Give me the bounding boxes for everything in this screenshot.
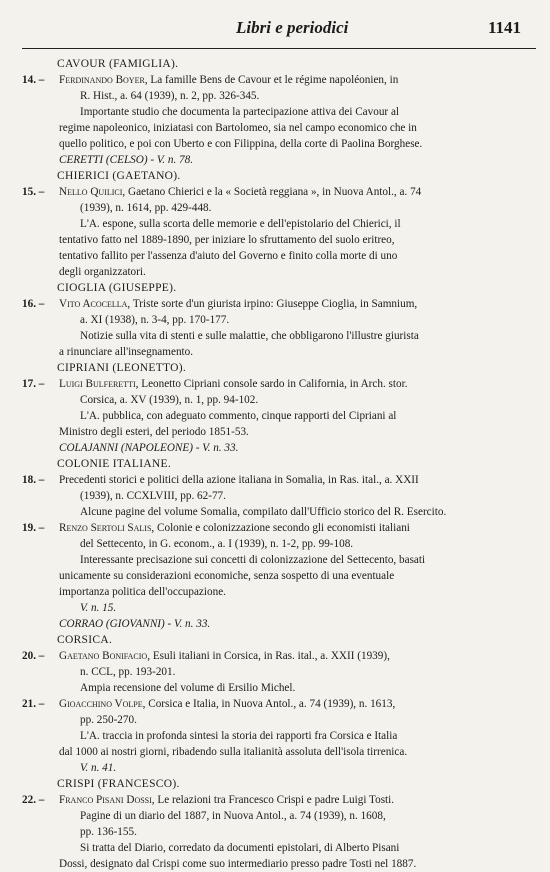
annotation-line: L'A. pubblica, con adeguato commento, cinque rapporti del Cipriani al	[80, 410, 397, 422]
citation-line	[22, 376, 536, 392]
bibliography-body	[22, 56, 536, 872]
annotation-line: unicamente su considerazioni economiche, senza sospetto di una eventuale	[59, 570, 395, 582]
annotation-line: dal 1000 ai nostri giorni, ribadendo sulla italianità assoluta dell'isola tirrenica.	[59, 746, 408, 758]
entry-title: , Le relazioni tra Francesco Crispi e padre Luigi Tosti.	[151, 794, 395, 806]
citation-continuation: (1939), n. 1614, pp. 429-448.	[80, 202, 212, 214]
citation-line	[22, 184, 536, 200]
entry-number: 21. –	[22, 698, 45, 710]
citation-continuation: pp. 250-270.	[80, 714, 137, 726]
annotation-line: quello politico, e poi con Uberto e con Filippina, della corte di Paolina Borghese.	[59, 138, 423, 150]
citation-line	[22, 648, 536, 664]
entry-author: Vito Acocella	[59, 298, 128, 310]
citation-continuation: pp. 136-155.	[80, 826, 137, 838]
entry-title: , La famille Bens de Cavour et le régime napoléonien, in	[144, 74, 399, 86]
citation-line	[22, 296, 536, 312]
subject-heading: CIPRIANI (LEONETTO).	[57, 362, 187, 374]
citation-line	[22, 792, 536, 808]
entry-number: 18. –	[22, 474, 45, 486]
annotation-line: regime napoleonico, iniziatasi con Bartolomeo, sia nel campo economico che in	[59, 122, 417, 134]
entry-title: , Esuli italiani in Corsica, in Ras. ital., a. XXII (1939),	[147, 650, 390, 662]
citation-continuation: Pagine di un diario del 1887, in Nuova Antol., a. 74 (1939), n. 1608,	[80, 810, 386, 822]
citation-continuation: del Settecento, in G. econom., a. I (1939), n. 1-2, pp. 99-108.	[80, 538, 354, 550]
entry-number: 16. –	[22, 298, 45, 310]
entry-number: 22. –	[22, 794, 45, 806]
cross-reference: CORRAO (GIOVANNI) - V. n. 33.	[59, 618, 211, 630]
annotation-line: Ministro degli esteri, del periodo 1851-53.	[59, 426, 249, 438]
entry-number: 20. –	[22, 650, 45, 662]
citation-line	[22, 520, 536, 536]
page-number: 1141	[488, 18, 522, 37]
citation-continuation: Corsica, a. XV (1939), n. 1, pp. 94-102.	[80, 394, 259, 406]
entry-number: 15. –	[22, 186, 45, 198]
annotation-line: L'A. traccia in profonda sintesi la storia dei rapporti fra Corsica e Italia	[80, 730, 398, 742]
see-note: V. n. 41.	[80, 762, 117, 774]
annotation-line: Interessante precisazione sui concetti di colonizzazione del Settecento, basati	[80, 554, 426, 566]
subject-heading: CORSICA.	[57, 634, 113, 646]
entry-title: , Colonie e colonizzazione secondo gli economisti italiani	[151, 522, 410, 534]
citation-continuation: (1939), n. CCXLVIII, pp. 62-77.	[80, 490, 226, 502]
see-note: V. n. 15.	[80, 602, 117, 614]
running-header	[0, 18, 550, 44]
annotation-line: Importante studio che documenta la partecipazione attiva dei Cavour al	[80, 106, 400, 118]
entry-author: Ferdinando Boyer	[59, 74, 145, 86]
entry-title: Precedenti storici e politici della azione italiana in Somalia, in Ras. ital., a. XXII	[59, 474, 419, 486]
entry-number: 17. –	[22, 378, 45, 390]
entry-title: , Gaetano Chierici e la « Società reggiana », in Nuova Antol., a. 74	[122, 186, 422, 198]
annotation-line: Alcune pagine del volume Somalia, compilato dall'Ufficio storico del R. Esercito.	[80, 506, 447, 518]
annotation-line: importanza politica dell'occupazione.	[59, 586, 226, 598]
annotation-line: tentativo fatto nel 1889-1890, per iniziare lo sfruttamento del suolo eritreo,	[59, 234, 395, 246]
subject-heading: COLONIE ITALIANE.	[57, 458, 172, 470]
header-rule	[22, 48, 536, 49]
citation-continuation: a. XI (1938), n. 3-4, pp. 170-177.	[80, 314, 230, 326]
citation-line	[22, 696, 536, 712]
entry-author: Nello Quilici	[59, 186, 123, 198]
entry-author: Luigi Bulferetti	[59, 378, 136, 390]
subject-heading: CIOGLIA (GIUSEPPE).	[57, 282, 177, 294]
citation-line	[22, 72, 536, 88]
citation-continuation: n. CCL, pp. 193-201.	[80, 666, 176, 678]
entry-number: 14. –	[22, 74, 45, 86]
citation-continuation: R. Hist., a. 64 (1939), n. 2, pp. 326-345.	[80, 90, 260, 102]
entry-author: Renzo Sertoli Salis	[59, 522, 152, 534]
subject-heading: CRISPI (FRANCESCO).	[57, 778, 180, 790]
subject-heading: CHIERICI (GAETANO).	[57, 170, 181, 182]
cross-reference: COLAJANNI (NAPOLEONE) - V. n. 33.	[59, 442, 239, 454]
citation-line	[22, 472, 536, 488]
entry-number: 19. –	[22, 522, 45, 534]
entry-title: , Leonetto Cipriani console sardo in California, in Arch. stor.	[135, 378, 408, 390]
annotation-line: Ampia recensione del volume di Ersilio Michel.	[80, 682, 296, 694]
annotation-line: L'A. espone, sulla scorta delle memorie e dell'epistolario del Chierici, il	[80, 218, 401, 230]
annotation-line: Dossi, designato dal Crispi come suo intermediario presso padre Tosti nel 1887.	[59, 858, 417, 870]
annotation-line: Si tratta del Diario, corredato da documenti epistolari, di Alberto Pisani	[80, 842, 400, 854]
annotation-line: a rinunciare all'insegnamento.	[59, 346, 194, 358]
annotation-line: Notizie sulla vita di stenti e sulle malattie, che obbligarono l'illustre giurista	[80, 330, 419, 342]
running-title: Libri e periodici	[236, 18, 349, 37]
annotation-line: tentativo fallito per l'assenza d'aiuto del Governo e finito colla morte di uno	[59, 250, 398, 262]
entry-author: Gioacchino Volpe	[59, 698, 143, 710]
subject-heading: CAVOUR (FAMIGLIA).	[57, 58, 179, 70]
entry-title: , Triste sorte d'un giurista irpino: Giuseppe Cioglia, in Samnium,	[127, 298, 418, 310]
cross-reference: CERETTI (CELSO) - V. n. 78.	[59, 154, 194, 166]
annotation-line: degli organizzatori.	[59, 266, 146, 278]
entry-author: Gaetano Bonifacio	[59, 650, 148, 662]
entry-title: , Corsica e Italia, in Nuova Antol., a. 74 (1939), n. 1613,	[142, 698, 396, 710]
entry-author: Franco Pisani Dossi	[59, 794, 152, 806]
